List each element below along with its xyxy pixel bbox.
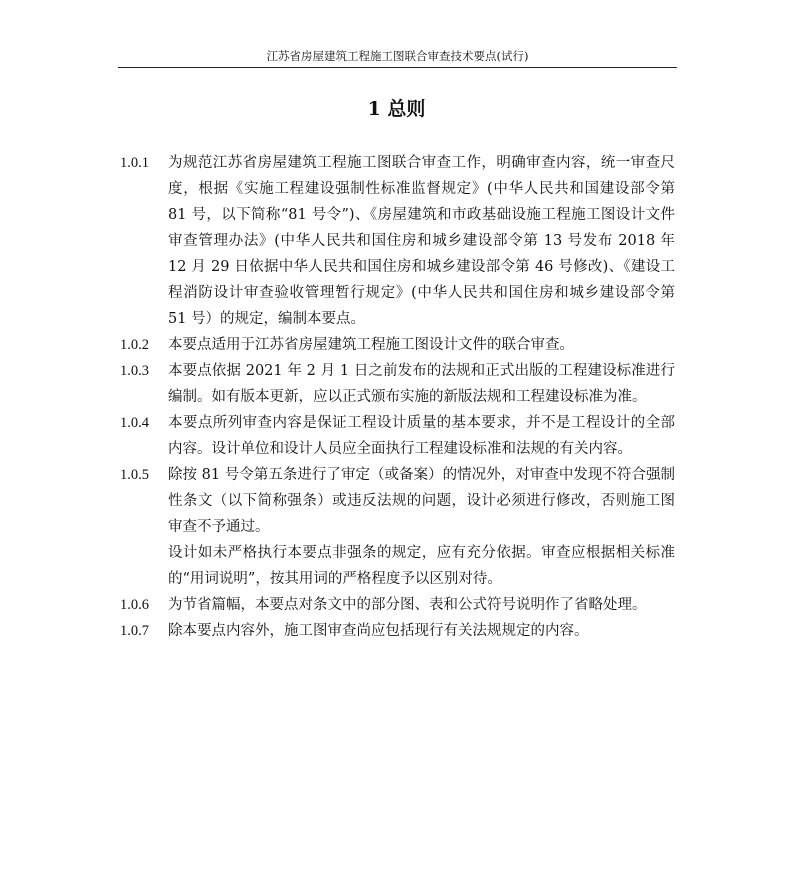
clause-text: 本要点适用于江苏省房屋建筑工程施工图设计文件的联合审查。: [168, 337, 574, 353]
clause-text: 为节省篇幅，本要点对条文中的部分图、表和公式符号说明作了省略处理。: [168, 597, 647, 613]
clause-1-0-6: [120, 592, 675, 618]
chapter-title: 1 总则: [367, 98, 426, 120]
clause-text: 本要点依据 2021 年 2 月 1 日之前发布的法规和正式出版的工程建设标准进行编制。如有版本更新，应以正式颁布实施的新版法规和工程建设标准为准。: [168, 363, 675, 405]
clause-1-0-4: [120, 410, 675, 462]
clause-text-continued: 设计如未严格执行本要点非强条的规定，应有充分依据。审查应根据相关标准的“用词说明”，按其用词的严格程度予以区别对待。: [168, 545, 675, 587]
clause-number: 1.0.3: [120, 363, 149, 379]
clause-1-0-7: [120, 618, 675, 644]
clause-1-0-2: [120, 332, 675, 358]
clause-text: 除本要点内容外，施工图审查尚应包括现行有关法规规定的内容。: [168, 623, 589, 639]
clause-number: 1.0.4: [120, 415, 149, 431]
clause-number: 1.0.1: [120, 155, 149, 171]
clause-number: 1.0.2: [120, 337, 149, 353]
clause-list: [120, 150, 675, 644]
clause-number: 1.0.6: [120, 597, 149, 613]
clause-1-0-5: [120, 462, 675, 592]
clause-1-0-3: [120, 358, 675, 410]
clause-text: 本要点所列审查内容是保证工程设计质量的基本要求，并不是工程设计的全部内容。设计单位和设计人员应全面执行工程建设标准和法规的有关内容。: [168, 415, 675, 457]
clause-1-0-1: [120, 150, 675, 332]
clause-number: 1.0.5: [120, 467, 149, 483]
clause-number: 1.0.7: [120, 623, 149, 639]
header-divider: [118, 67, 677, 68]
clause-text: 除按 81 号令第五条进行了审定（或备案）的情况外，对审查中发现不符合强制性条文（以下简称强条）或违反法规的问题，设计必须进行修改，否则施工图审查不予通过。: [168, 467, 675, 535]
clause-text: 为规范江苏省房屋建筑工程施工图联合审查工作，明确审查内容，统一审查尺度，根据《实施工程建设强制性标准监督规定》(中华人民共和国建设部令第 81 号，以下简称“81 号令”)、《房屋建筑和市政基础设施工程施工图设计文件审查管理办法》(中华人民共和国住房和城乡建设部令第 13 号发布 2018 年 12 月 29 日依据中华人民共和国住房和城乡建设部令第 46 号修改)、《建设工程消防设计审查验收管理暂行规定》(中华人民共和国住房和城乡建设部令第 51 号）的规定，编制本要点。: [168, 155, 675, 327]
running-header: 江苏省房屋建筑工程施工图联合审查技术要点(试行): [266, 49, 529, 63]
